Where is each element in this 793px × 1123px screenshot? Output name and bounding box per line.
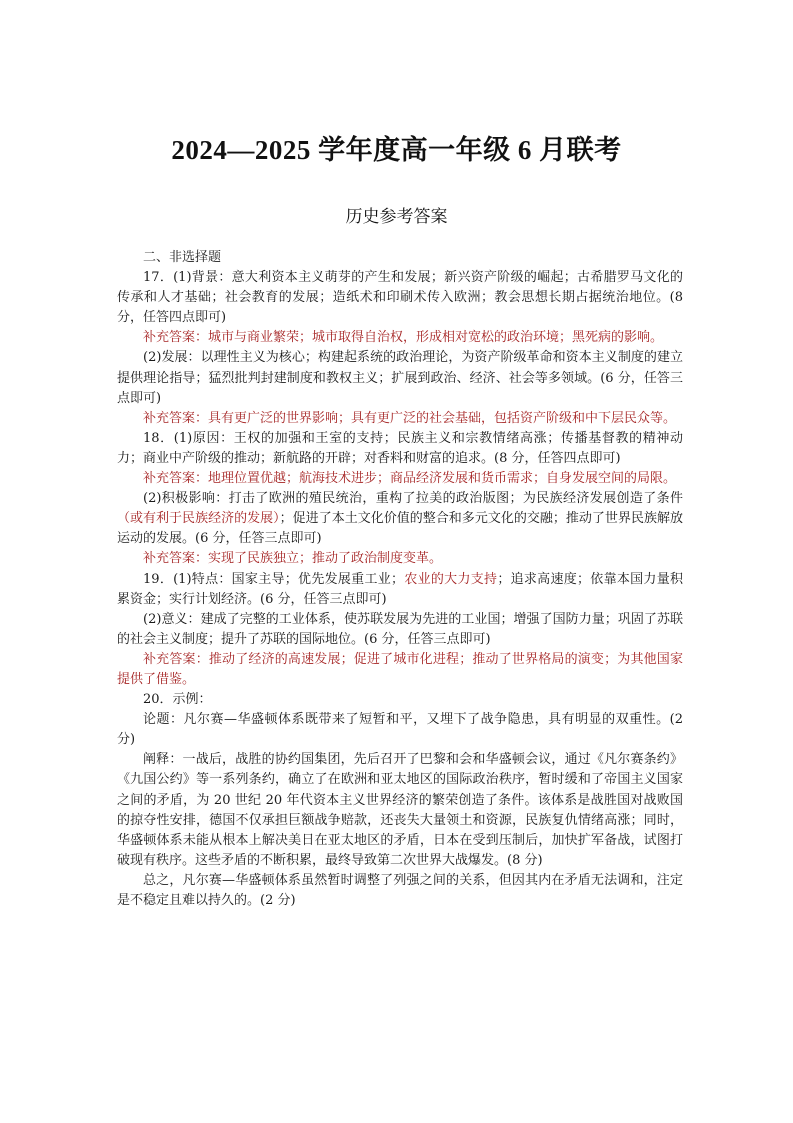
q18-part2-a: (2)积极影响：打击了欧洲的殖民统治，重构了拉美的政治版图；为民族经济发展创造了条件 [143, 491, 683, 507]
q19-part2: (2)意义：建成了完整的工业体系，使苏联发展为先进的工业国；增强了国防力量；巩固了苏联的社会主义制度；提升了苏联的国际地位。(6 分，任答三点即可) [117, 611, 683, 647]
page-subtitle: 历史参考答案 [345, 207, 448, 226]
q19-supplement-2: 补充答案：推动了经济的高速发展；促进了城市化进程；推动了世界格局的演变；为其他国家提供了借鉴。 [117, 651, 683, 687]
q18-part2-c: ；促进了本土文化价值的整合和多元文化的交融；推动了世界民族解放运动的发展。(6 分，任答三点即可) [117, 511, 683, 547]
q17-supplement-1: 补充答案：城市与商业繁荣；城市取得自治权，形成相对宽松的政治环境；黑死病的影响。 [143, 330, 664, 346]
q17-supplement-2: 补充答案：具有更广泛的世界影响；具有更广泛的社会基础，包括资产阶级和中下层民众等。 [143, 410, 677, 426]
q18-supplement-1: 补充答案：地理位置优越；航海技术进步；商品经济发展和货币需求；自身发展空间的局限。 [143, 471, 677, 487]
q18-part2 [117, 489, 683, 549]
q18-part1: 18．(1)原因：王权的加强和王室的支持；民族主义和宗教情绪高涨；传播基督教的精神动力；商业中产阶级的推动；新航路的开辟；对香料和财富的追求。(8 分，任答四点即可) [117, 430, 683, 466]
q17-part2: (2)发展：以理性主义为核心；构建起系统的政治理论，为资产阶级革命和资本主义制度的建立提供理论指导；猛烈批判封建制度和教权主义；扩展到政治、经济、社会等多领域。(6 分，任答三点即可) [117, 350, 683, 406]
q18-supplement-2: 补充答案：实现了民族独立；推动了政治制度变革。 [143, 551, 443, 567]
section-heading: 二、非选择题 [143, 250, 222, 265]
q20-heading: 20．示例： [143, 692, 212, 708]
q19-part1 [117, 570, 683, 610]
q20-conclusion: 总之，凡尔赛—华盛顿体系虽然暂时调整了列强之间的关系，但因其内在矛盾无法调和，注定是不稳定且难以持久的。(2 分) [117, 872, 683, 908]
q19-part1-c: ；追求高速度；依靠本国力量积累资金；实行计划经济。(6 分，任答三点即可) [117, 571, 683, 607]
q19-part1-supplement-inline: 农业的大力支持 [404, 571, 498, 587]
q18-part2-supplement-inline: （或有利于民族经济的发展） [117, 511, 280, 527]
answer-content [117, 248, 683, 911]
q17-part1: 17．(1)背景：意大利资本主义萌芽的产生和发展；新兴资产阶级的崛起；古希腊罗马文化的传承和人才基础；社会教育的发展；造纸术和印刷术传入欧洲；教会思想长期占据统治地位。(8 分，任答四点即可) [117, 270, 683, 326]
q20-thesis: 论题：凡尔赛—华盛顿体系既带来了短暂和平，又埋下了战争隐患，具有明显的双重性。(2 分) [117, 712, 683, 748]
q20-explanation: 阐释：一战后，战胜的协约国集团，先后召开了巴黎和会和华盛顿会议，通过《凡尔赛条约》《九国公约》等一系列条约，确立了在欧洲和亚太地区的国际政治秩序，暂时缓和了帝国主义国家之间的矛盾，为 20 世纪 20 年代资本主义世界经济的繁荣创造了条件。该体系是战胜国对战败国的掠夺性安排，德国不仅承担巨额战争赔款，还丧失大量领土和资源，民族复仇情绪高涨；同时，华盛顿体系未能从根本上解决美日在亚太地区的矛盾，日本在受到压制后，加快扩军备战，试图打破现有秩序。这些矛盾的不断积累，最终导致第二次世界大战爆发。(8 分) [117, 752, 683, 868]
q19-part1-a: 19．(1)特点：国家主导；优先发展重工业； [143, 571, 405, 587]
page-title: 2024—2025 学年度高一年级 6 月联考 [171, 135, 622, 165]
